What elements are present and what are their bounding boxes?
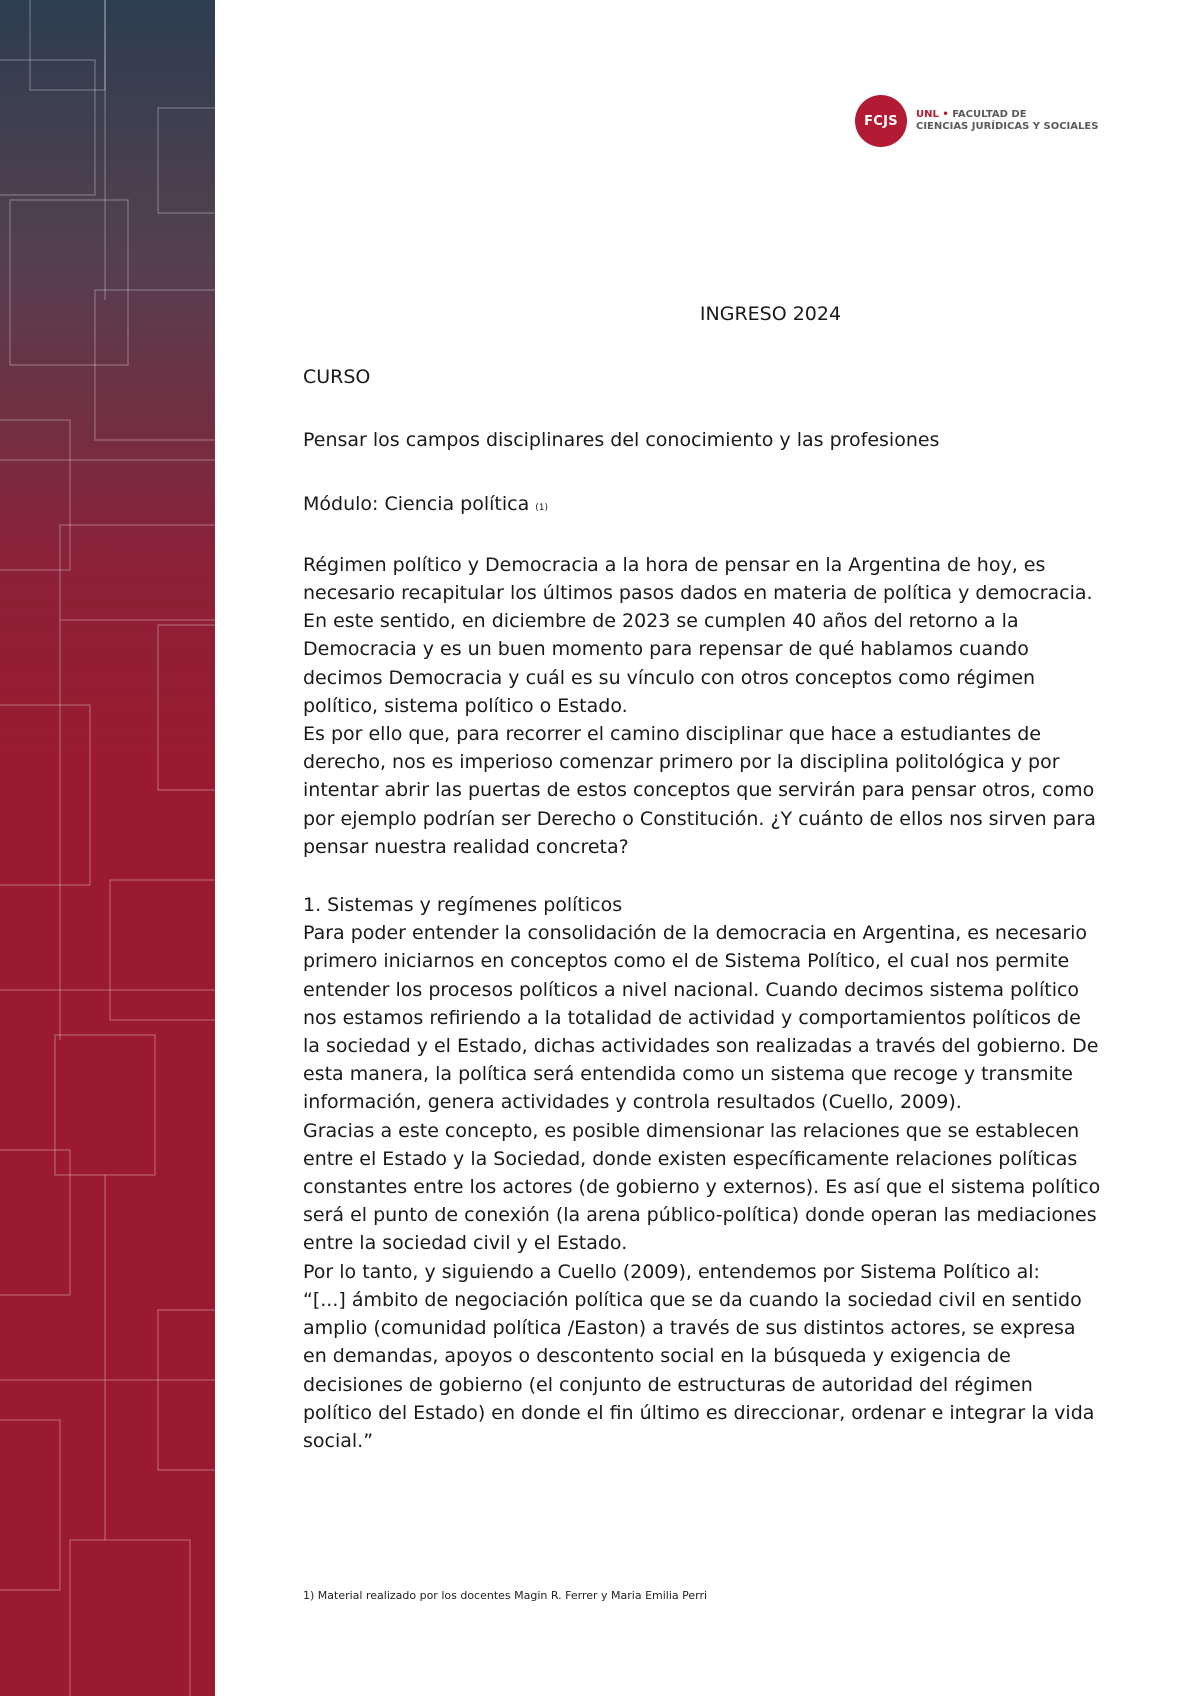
document-body	[303, 300, 1103, 1455]
module-label: Módulo: Ciencia política	[303, 492, 530, 515]
fcjs-badge: FCJS	[855, 95, 907, 147]
section-paragraph: Gracias a este concepto, es posible dimensionar las relaciones que se establecen entre el Estado y la Sociedad, donde existen específicamente relaciones políticas constantes entre los actores (de gobierno y externos). Es así que el sistema político será el punto de conexión (la arena público-política) donde operan las mediaciones entre la sociedad civil y el Estado.	[303, 1119, 1101, 1255]
section-paragraph: Para poder entender la consolidación de la democracia en Argentina, es necesario primero iniciarnos en conceptos como el de Sistema Político, el cual nos permite entender los procesos políticos a nivel nacional. Cuando decimos sistema político nos estamos refiriendo a la totalidad de actividad y comportamientos políticos de la sociedad y el Estado, dichas actividades son realizadas a través del gobierno. De esta manera, la política será entendida como un sistema que recoge y transmite información, genera actividades y controla resultados (Cuello, 2009).	[303, 922, 1099, 1114]
block-quote: “[...] ámbito de negociación política que se da cuando la sociedad civil en sentido amplio (comunidad política /Easton) a través de sus distintos actores, se expresa en demandas, apoyos o descontento social en la búsqueda y exigencia de decisiones de gobierno (el conjunto de estructuras de autoridad del régimen político del Estado) en donde el fin último es direccionar, ordenar e integrar la vida social.”	[303, 1288, 1095, 1452]
program-title: INGRESO 2024	[699, 303, 842, 325]
module-footnote-ref: (1)	[535, 502, 549, 513]
course-label: CURSO	[303, 366, 371, 389]
course-title: Pensar los campos disciplinares del conocimiento y las profesiones	[303, 429, 940, 452]
faculty-logo	[855, 95, 1098, 147]
faculty-line1: FACULTAD DE	[952, 109, 1027, 120]
faculty-name: UNL • FACULTAD DE CIENCIAS JURÍDICAS Y SOCIALES	[916, 109, 1099, 132]
footnote: 1) Material realizado por los docentes Magin R. Ferrer y Maria Emilia Perri	[303, 1589, 708, 1602]
intro-paragraph: Es por ello que, para recorrer el camino disciplinar que hace a estudiantes de derecho, nos es imperioso comenzar primero por la disciplina politológica y por intentar abrir las puertas de estos conceptos que servirán para pensar otros, como por ejemplo podrían ser Derecho o Constitución. ¿Y cuánto de ellos nos sirven para pensar nuestra realidad concreta?	[303, 723, 1096, 858]
section-paragraph: Por lo tanto, y siguiendo a Cuello (2009), entendemos por Sistema Político al:	[303, 1260, 1040, 1283]
faculty-line2: CIENCIAS JURÍDICAS Y SOCIALES	[916, 121, 1099, 132]
unl-wordmark: UNL	[916, 109, 939, 120]
section-heading: 1. Sistemas y regímenes políticos	[303, 894, 623, 917]
module-title	[303, 490, 1103, 522]
circuit-pattern	[0, 0, 215, 1696]
intro-paragraph: Régimen político y Democracia a la hora de pensar en la Argentina de hoy, es necesario recapitular los últimos pasos dados en materia de política y democracia. En este sentido, en diciembre de 2023 se cumplen 40 años del retorno a la Democracia y es un buen momento para repensar de qué hablamos cuando decimos Democracia y cuál es su vínculo con otros conceptos como régimen político, sistema político o Estado.	[303, 553, 1093, 717]
decorative-sidebar	[0, 0, 215, 1696]
